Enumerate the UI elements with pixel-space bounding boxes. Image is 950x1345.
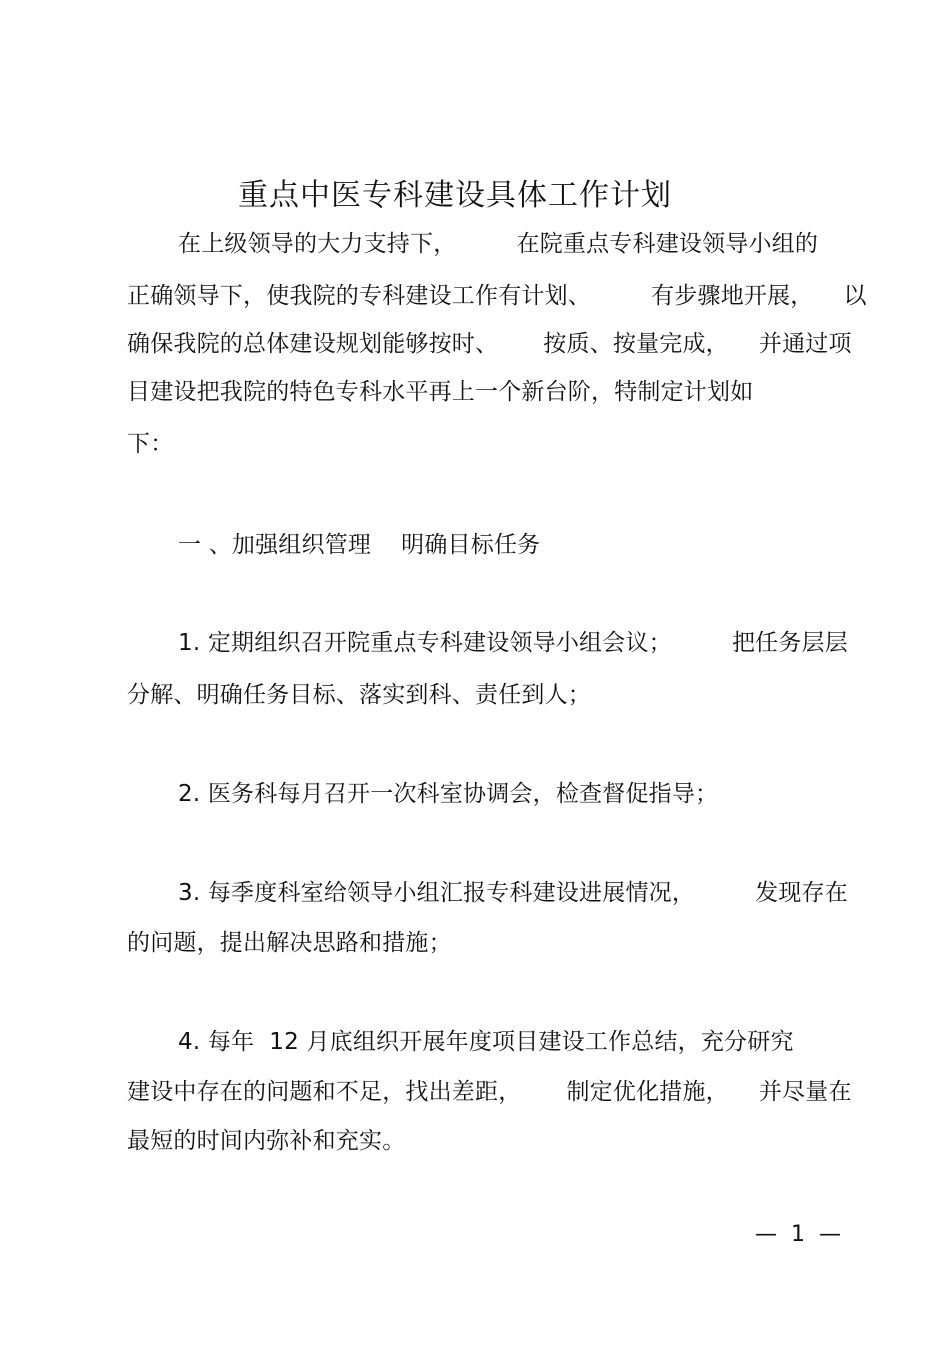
- item-3-line-1: 3. 每季度科室给领导小组汇报专科建设进展情况， 发现存在: [178, 880, 848, 906]
- intro-line-2: 正确领导下，使我院的专科建设工作有计划、 有步骤地开展， 以: [127, 283, 867, 309]
- item-2-line-1: 2. 医务科每月召开一次科室协调会，检查督促指导；: [178, 781, 719, 807]
- item-4-line-3: 最短的时间内弥补和充实。: [127, 1128, 406, 1154]
- item-1-line-2: 分解、明确任务目标、落实到科、责任到人；: [127, 682, 591, 708]
- section-heading: 一 、加强组织管理 明确目标任务: [178, 532, 541, 558]
- intro-line-3: 确保我院的总体建设规划能够按时、 按质、按量完成， 并通过项: [127, 331, 852, 357]
- intro-line-5: 下：: [127, 431, 174, 457]
- document-title: 重点中医专科建设具体工作计划: [238, 178, 672, 213]
- item-4-line-1: 4. 每年 12 月底组织开展年度项目建设工作总结，充分研究: [178, 1029, 794, 1055]
- item-4-line-2: 建设中存在的问题和不足，找出差距， 制定优化措施， 并尽量在: [127, 1079, 852, 1105]
- item-1-line-1: 1. 定期组织召开院重点专科建设领导小组会议； 把任务层层: [178, 630, 848, 656]
- page-number: — 1 —: [755, 1222, 841, 1247]
- intro-line-4: 目建设把我院的特色专科水平再上一个新台阶，特制定计划如: [127, 379, 754, 405]
- intro-line-1: 在上级领导的大力支持下， 在院重点专科建设领导小组的: [178, 231, 819, 257]
- item-3-line-2: 的问题，提出解决思路和措施；: [127, 930, 452, 956]
